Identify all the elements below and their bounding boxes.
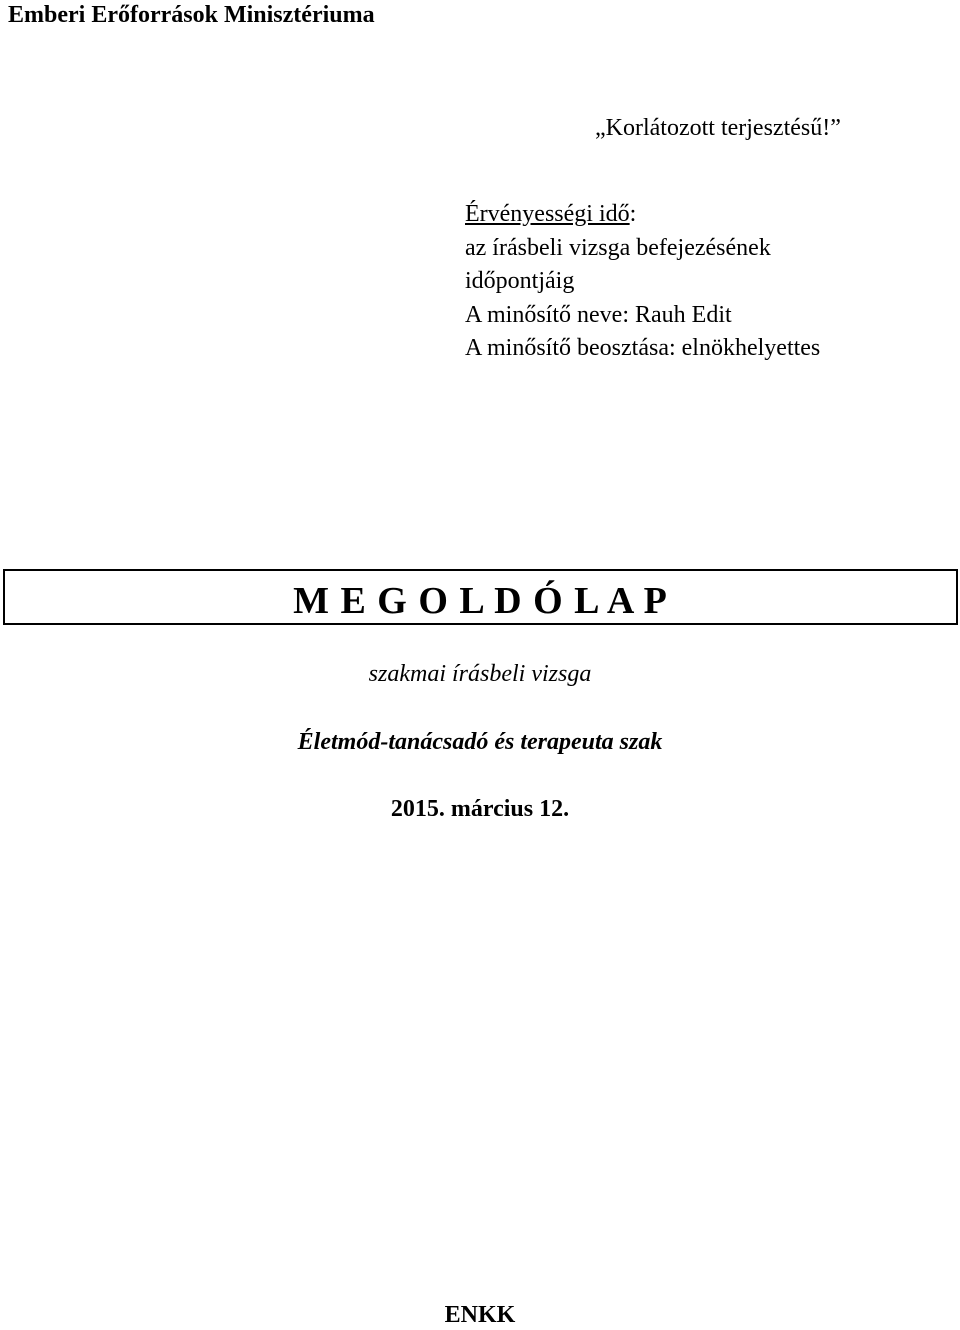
validity-block (465, 198, 820, 366)
restriction-notice: „Korlátozott terjesztésű!” (595, 115, 841, 141)
title-box (3, 569, 958, 625)
validity-label-line (465, 198, 820, 232)
validity-line-1: az írásbeli vizsga befejezésének (465, 234, 771, 261)
validity-line-2: időpontjáig (465, 268, 575, 294)
footer-org: ENKK (444, 1302, 516, 1328)
exam-date: 2015. március 12. (390, 796, 570, 822)
qualifier-name: A minősítő neve: Rauh Edit (465, 301, 732, 328)
validity-label: Érvényességi idő (465, 201, 630, 227)
exam-type: szakmai írásbeli vizsga (368, 661, 592, 687)
document-title: M E G O L D Ó L A P (293, 580, 668, 622)
qualifier-position: A minősítő beosztása: elnökhelyettes (465, 335, 821, 361)
profession-name: Életmód-tanácsadó és terapeuta szak (297, 729, 663, 755)
validity-label-suffix: : (629, 201, 637, 227)
ministry-name: Emberi Erőforrások Minisztériuma (8, 2, 375, 28)
